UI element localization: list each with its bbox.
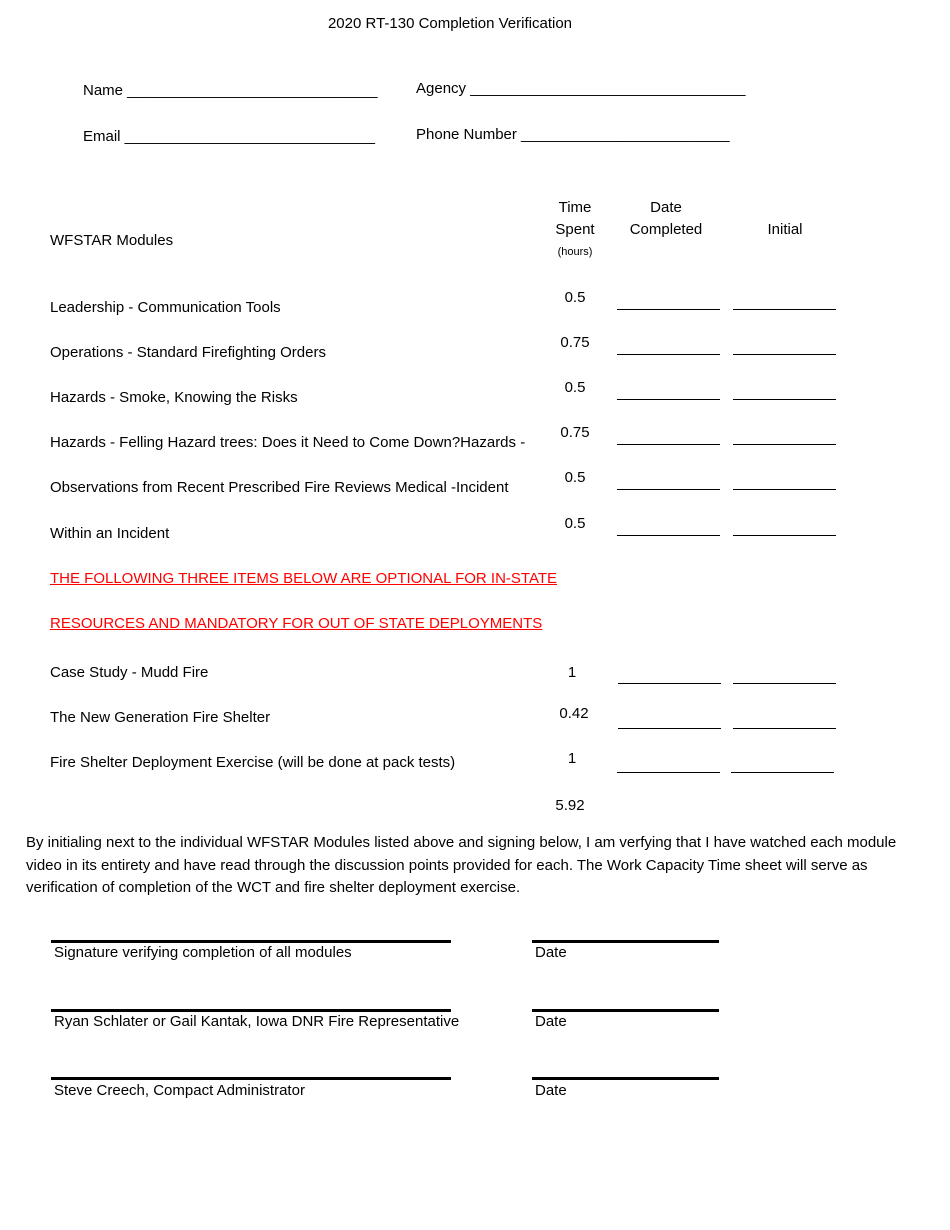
date-completed-line[interactable] [617,444,720,445]
module-label: Fire Shelter Deployment Exercise (will be done at pack tests) [50,754,456,771]
date-completed-line[interactable] [617,489,720,490]
signature-line[interactable] [51,1009,451,1012]
initial-header: Initial [767,221,803,238]
date-completed-line[interactable] [617,772,720,773]
email-field[interactable]: Email ______________________________ [83,128,375,145]
initial-line[interactable] [733,535,836,536]
initial-line[interactable] [731,772,834,773]
initial-line[interactable] [733,354,836,355]
module-time: 1 [567,750,577,767]
module-time: 0.5 [564,515,586,532]
signature-date-label: Date [535,1082,567,1099]
time-spent-header [545,197,605,263]
date-completed-line[interactable] [618,728,721,729]
optional-notice-line1: THE FOLLOWING THREE ITEMS BELOW ARE OPTIONAL FOR IN-STATE [50,570,558,587]
time-header-line2: Spent [555,221,595,238]
module-label: Hazards - Smoke, Knowing the Risks [50,389,298,406]
initial-line[interactable] [733,683,836,684]
signature-line[interactable] [51,940,451,943]
module-time: 0.5 [564,289,586,306]
signature-date-line[interactable] [532,940,719,943]
time-header-units: (hours) [557,246,593,258]
module-label: Observations from Recent Prescribed Fire Reviews Medical -Incident [50,479,509,496]
signature-date-label: Date [535,944,567,961]
date-completed-line[interactable] [617,309,720,310]
signature-date-line[interactable] [532,1009,719,1012]
date-completed-line[interactable] [617,535,720,536]
signature-date-line[interactable] [532,1077,719,1080]
initial-line[interactable] [733,489,836,490]
date-completed-header [616,197,716,241]
module-time: 0.5 [564,379,586,396]
module-time: 0.75 [560,424,590,441]
module-label: The New Generation Fire Shelter [50,709,271,726]
initial-line[interactable] [733,399,836,400]
date-completed-line[interactable] [618,683,721,684]
signature-label: Signature verifying completion of all modules [54,944,352,961]
phone-field[interactable]: Phone Number _________________________ [416,126,730,143]
page-title: 2020 RT-130 Completion Verification [327,15,573,32]
signature-label: Steve Creech, Compact Administrator [54,1082,305,1099]
initial-line[interactable] [733,728,836,729]
module-label: Leadership - Communication Tools [50,299,281,316]
initial-line[interactable] [733,309,836,310]
total-time: 5.92 [555,797,585,814]
module-time: 0.42 [559,705,589,722]
agency-field[interactable]: Agency _________________________________ [416,80,746,97]
date-completed-line[interactable] [617,399,720,400]
module-time: 0.5 [564,469,586,486]
module-label: Operations - Standard Firefighting Orders [50,344,326,361]
date-header-line1: Date [650,199,682,216]
module-label: Case Study - Mudd Fire [50,664,209,681]
date-completed-line[interactable] [617,354,720,355]
optional-notice-line2: RESOURCES AND MANDATORY FOR OUT OF STATE DEPLOYMENTS [50,615,543,632]
module-label: Within an Incident [50,525,170,542]
initial-line[interactable] [733,444,836,445]
signature-date-label: Date [535,1013,567,1030]
signature-line[interactable] [51,1077,451,1080]
modules-header: WFSTAR Modules [50,232,174,249]
module-time: 1 [567,664,577,681]
date-header-line2: Completed [629,221,703,238]
verification-text: By initialing next to the individual WFSTAR Modules listed above and signing below, I am verfying that I have watched each module video in its entirety and have read through the discussion points provided for each. The Work Capacity Time sheet will serve as verification of completion of the WCT and fire shelter deployment exercise. [26,834,897,896]
module-label: Hazards - Felling Hazard trees: Does it Need to Come Down?Hazards - [50,434,526,451]
name-field[interactable]: Name ______________________________ [83,82,378,99]
module-time: 0.75 [560,334,590,351]
time-header-line1: Time [558,199,592,216]
signature-label: Ryan Schlater or Gail Kantak, Iowa DNR Fire Representative [54,1013,460,1030]
